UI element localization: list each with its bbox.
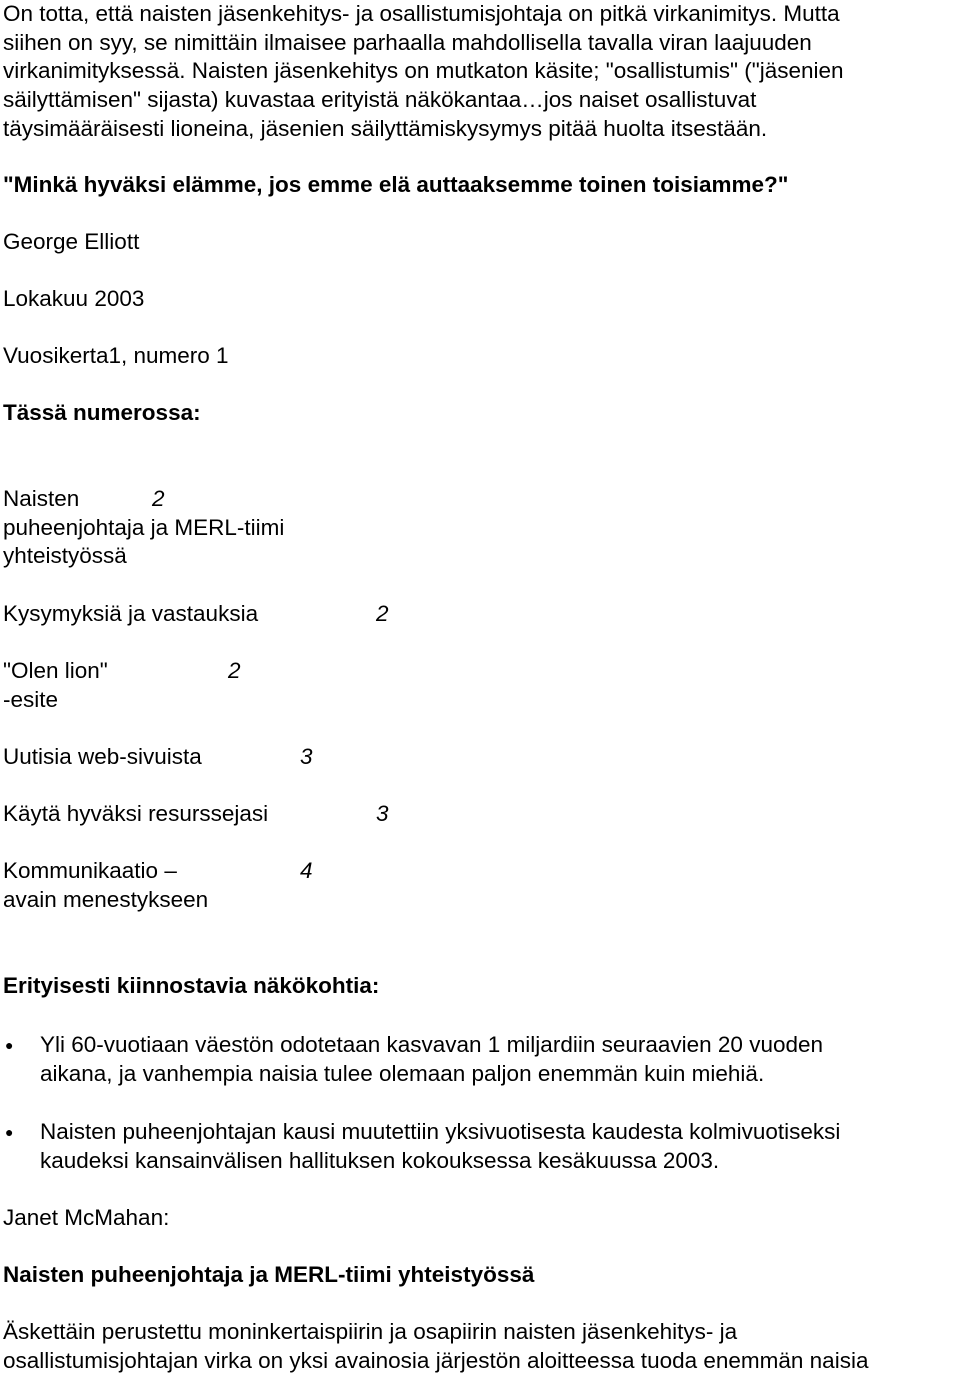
article-author: Janet McMahan:: [3, 1205, 170, 1230]
toc-item-label: Käytä hyväksi resurssejasi: [3, 801, 269, 826]
toc-item-label: yhteistyössä: [3, 543, 127, 569]
toc-item-page: 3: [300, 744, 313, 769]
toc-item[interactable]: [3, 485, 284, 571]
toc-item[interactable]: [3, 800, 389, 829]
list-item-text: Naisten puheenjohtajan kausi muutettiin yksivuotisesta kaudesta kolmivuotiseksi: [40, 1119, 841, 1144]
toc-item-label: Kysymyksiä ja vastauksia: [3, 601, 259, 626]
highlights-heading: Erityisesti kiinnostavia näkökohtia:: [3, 973, 380, 998]
toc-item[interactable]: [3, 657, 241, 714]
quote: "Minkä hyväksi elämme, jos emme elä auttaaksemme toinen toisiamme?": [3, 172, 789, 197]
list-item-text: Yli 60-vuotiaan väestön odotetaan kasvavan 1 miljardiin seuraavien 20 vuoden: [40, 1032, 824, 1057]
toc-item-page: 2: [376, 601, 389, 626]
intro-line: virkanimityksessä. Naisten jäsenkehitys on mutkaton käsite; "osallistumis" ("jäsenien: [3, 58, 844, 84]
intro-line: säilyttämisen" sijasta) kuvastaa erityistä näkökantaa…jos naiset osallistuvat: [3, 87, 757, 113]
toc-item[interactable]: [3, 600, 389, 629]
toc-item-page: 2: [152, 486, 165, 511]
toc-item-label: Naisten: [3, 486, 80, 511]
toc-heading: Tässä numerossa:: [3, 400, 201, 425]
list-item-text: aikana, ja vanhempia naisia tulee olemaan paljon enemmän kuin miehiä.: [40, 1060, 765, 1086]
article-title: Naisten puheenjohtaja ja MERL-tiimi yhteistyössä: [3, 1262, 535, 1287]
toc-item-label: "Olen lion": [3, 658, 108, 683]
intro-line: siihen on syy, se nimittäin ilmaisee parhaalla mahdollisella tavalla viran laajuuden: [3, 29, 812, 55]
bullet-icon: ●: [5, 1124, 14, 1140]
toc-item-page: 4: [300, 858, 313, 883]
intro-line: On totta, että naisten jäsenkehitys- ja osallistumisjohtaja on pitkä virkanimitys. Mutta: [3, 1, 840, 26]
intro-paragraph: [3, 0, 844, 144]
article-body: [3, 1318, 868, 1375]
toc-item-label: Kommunikaatio –: [3, 858, 177, 883]
quote-author: George Elliott: [3, 229, 140, 254]
toc-item-label: -esite: [3, 686, 59, 712]
toc-item-label: Uutisia web-sivuista: [3, 744, 202, 769]
issue-number: Vuosikerta1, numero 1: [3, 343, 229, 368]
list-item: [0, 1118, 960, 1178]
toc-item[interactable]: [3, 857, 313, 914]
toc-item-page: 2: [228, 658, 241, 683]
intro-line: täysimääräisesti lioneina, jäsenien säilyttämiskysymys pitää huolta itsestään.: [3, 115, 768, 141]
list-item: [0, 1031, 960, 1091]
article-line: osallistumisjohtajan virka on yksi avainosia järjestön aloitteessa tuoda enemmän naisia: [3, 1347, 869, 1373]
toc-item-page: 3: [376, 801, 389, 826]
toc-item[interactable]: [3, 743, 313, 772]
issue-date: Lokakuu 2003: [3, 286, 145, 311]
toc-item-label: puheenjohtaja ja MERL-tiimi: [3, 514, 285, 540]
bullet-icon: ●: [5, 1037, 14, 1053]
toc-item-label: avain menestykseen: [3, 886, 209, 912]
article-line: Äskettäin perustettu moninkertaispiirin ja osapiirin naisten jäsenkehitys- ja: [3, 1319, 738, 1344]
list-item-text: kaudeksi kansainvälisen hallituksen kokouksessa kesäkuussa 2003.: [40, 1147, 720, 1173]
